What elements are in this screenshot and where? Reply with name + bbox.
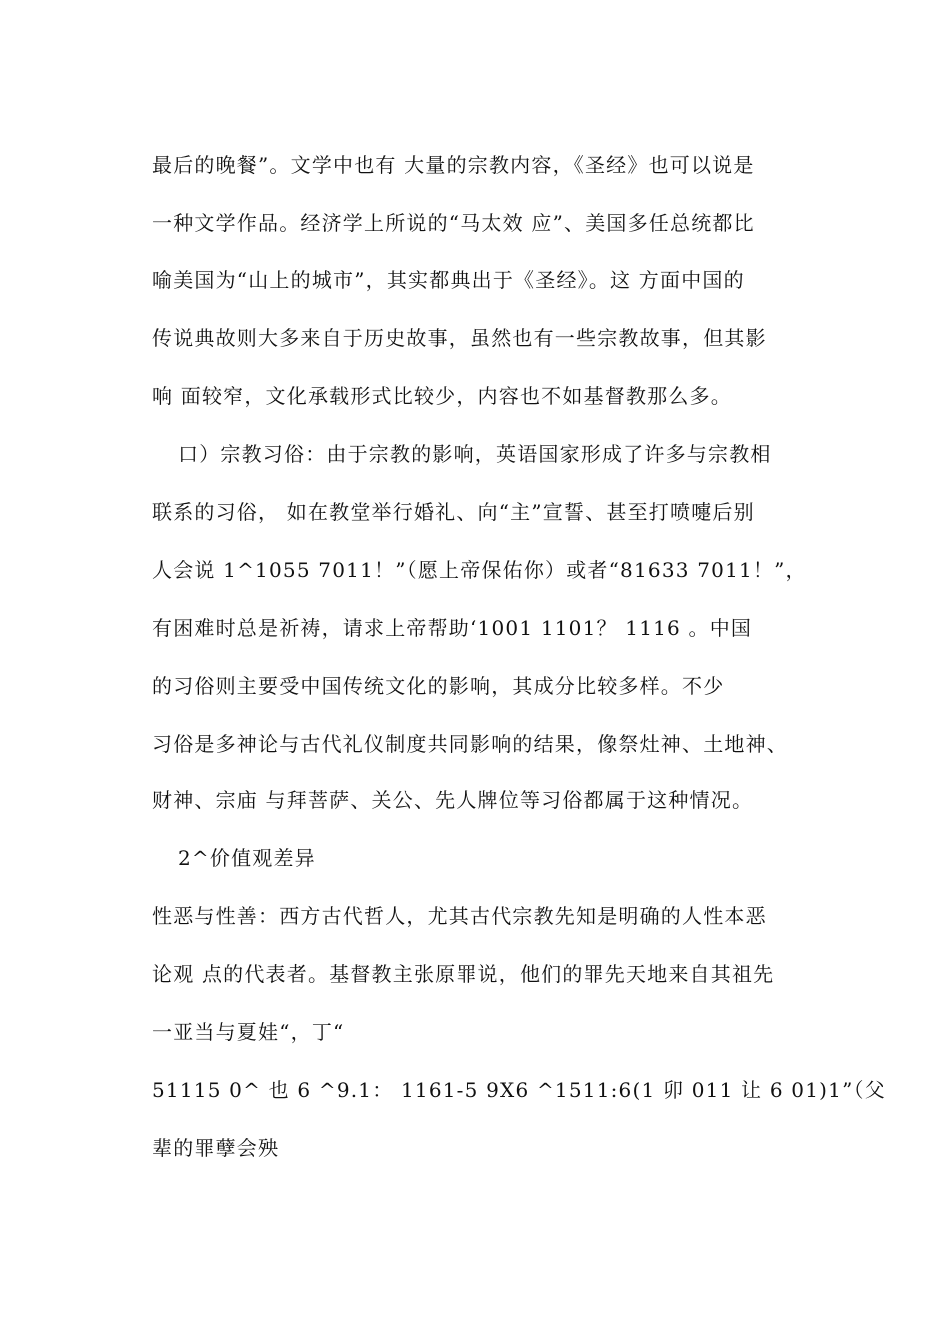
text-line-9: 有困难时总是祈祷，请求上帝帮助‘1001 1101？ 1116 。中国	[152, 616, 753, 640]
text-line-2: 一种文学作品。经济学上所说的“马太效 应”、美国多任总统都比	[152, 211, 755, 235]
text-line-16: 一亚当与夏娃“，丁“	[152, 1020, 345, 1044]
text-line-11: 习俗是多神论与古代礼仪制度共同影响的结果，像祭灶神、土地神、	[152, 732, 788, 756]
text-line-18: 辈的罪孽会殃	[152, 1136, 280, 1160]
text-line-6: 口）宗教习俗：由于宗教的影响，英语国家形成了许多与宗教相	[178, 442, 772, 466]
text-line-1: 最后的晚餐”。文学中也有 大量的宗教内容，《圣经》也可以说是	[152, 153, 755, 177]
text-line-12: 财神、宗庙 与拜菩萨、关公、先人牌位等习俗都属于这种情况。	[152, 788, 754, 812]
text-line-14: 性恶与性善：西方古代哲人，尤其古代宗教先知是明确的人性本恶	[152, 904, 767, 928]
text-line-5: 响 面较窄，文化承载形式比较少，内容也不如基督教那么多。	[152, 384, 732, 408]
text-line-4: 传说典故则大多来自于历史故事，虽然也有一些宗教故事，但其影	[152, 326, 767, 350]
section-heading: 2^价值观差异	[178, 846, 316, 870]
text-line-8: 人会说 1^1055 7011！”（愿上帝保佑你）或者“81633 7011！”，	[152, 558, 807, 582]
text-line-10: 的习俗则主要受中国传统文化的影响，其成分比较多样。不少	[152, 674, 725, 698]
text-line-7: 联系的习俗， 如在教堂举行婚礼、向“主”宣誓、甚至打喷嚏后别	[152, 500, 755, 524]
text-line-15: 论观 点的代表者。基督教主张原罪说，他们的罪先天地来自其祖先	[152, 962, 775, 986]
text-line-3: 喻美国为“山上的城市”，其实都典出于《圣经》。这 方面中国的	[152, 268, 745, 292]
text-line-17: 51115 0^ 也 6 ^9.1： 1161-5 9X6 ^1511:6(1 卯 011 让 6 01)1”（父	[152, 1078, 886, 1102]
